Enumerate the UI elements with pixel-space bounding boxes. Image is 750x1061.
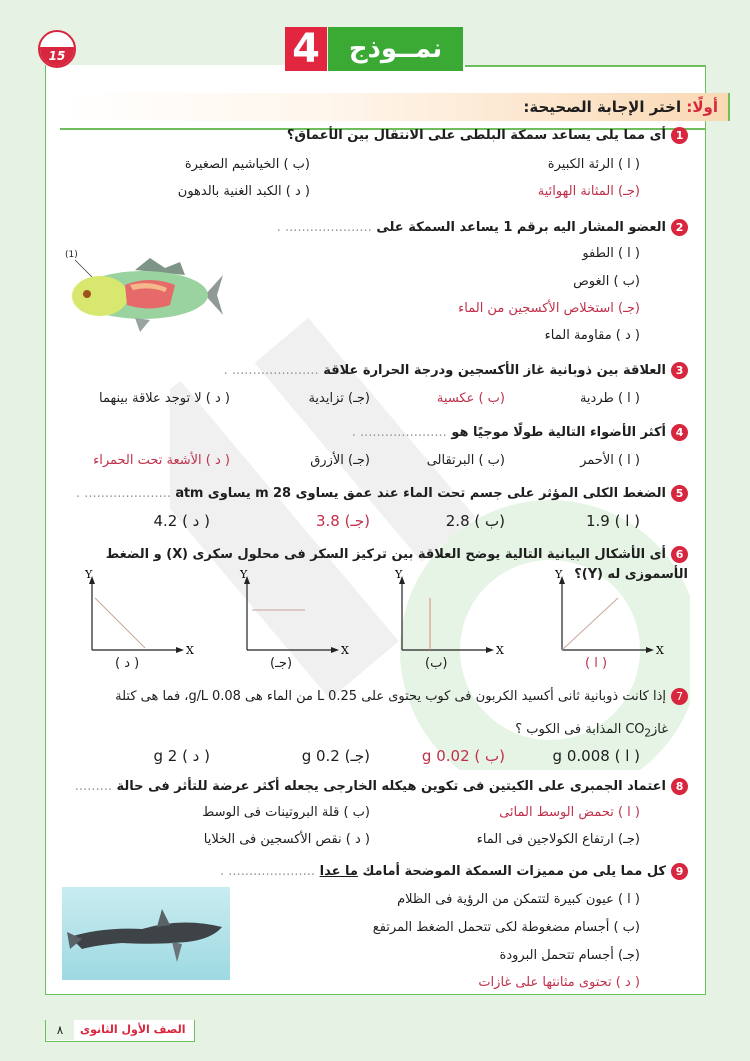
fish-anatomy-figure <box>55 250 230 335</box>
option-c-correct[interactable]: (جـ) 3.8 <box>316 512 370 530</box>
graph-label: ( ا ) <box>585 656 608 671</box>
except-emphasis: ما عدا <box>319 864 358 879</box>
deep-sea-fish-photo <box>62 887 230 980</box>
x-axis-arrow <box>486 647 494 653</box>
question-9 <box>220 862 688 882</box>
question-text: العلاقة بين ذوبانية غاز الأكسجين ودرجة الحرارة علاقة <box>323 363 666 378</box>
x-axis-label: X <box>186 644 194 657</box>
option-d[interactable]: ( د ) مقاومة الماء <box>544 328 640 343</box>
page-number: ٨ <box>46 1020 74 1040</box>
graph-label: ( د ) <box>115 656 140 671</box>
question-text-gas: غاز <box>650 722 668 737</box>
question-text-rest: المذابة فى الكوب ؟ <box>515 722 626 737</box>
model-number: 4 <box>285 27 327 71</box>
x-axis-arrow <box>646 647 654 653</box>
blank-dots: ..................... . <box>223 363 319 378</box>
option-b[interactable]: (ب ) 2.8 <box>445 512 505 530</box>
option-b[interactable]: (ب ) البرتقالى <box>426 453 505 468</box>
graph-option[interactable] <box>540 568 670 678</box>
x-axis-arrow <box>176 647 184 653</box>
question-number: 1 <box>671 127 688 144</box>
option-a[interactable]: ( ا ) عيون كبيرة لتتمكن من الرؤية فى الظلام <box>397 892 640 907</box>
question-1 <box>287 126 688 146</box>
question-number: 7 <box>671 688 688 705</box>
section-title: اختر الإجابة الصحيحة: <box>523 98 682 116</box>
option-c[interactable]: (جـ) ارتفاع الكولاجين فى الماء <box>476 832 640 847</box>
question-text: الضغط الكلى المؤثر على جسم تحت الماء عند عمق يساوى 28 m يساوى atm <box>175 486 666 501</box>
blank-dots: ..................... . <box>351 425 447 440</box>
x-axis-label: X <box>496 644 504 657</box>
question-text: أى مما يلى يساعد سمكة البلطى على الانتقال بين الأعماق؟ <box>286 128 666 143</box>
option-d[interactable]: ( د ) نقص الأكسجين فى الخلايا <box>203 832 370 847</box>
y-axis-label: Y <box>85 568 93 581</box>
option-b-correct[interactable]: (ب ) 0.02 g <box>421 747 505 765</box>
option-b[interactable]: (ب ) أجسام مضغوطة لكى تتحمل الضغط المرتفع <box>372 920 640 935</box>
question-number: 9 <box>671 863 688 880</box>
option-a[interactable]: ( ا ) طردية <box>579 391 640 406</box>
y-axis-label: Y <box>395 568 403 581</box>
fish-photo-illustration <box>62 887 230 980</box>
question-number: 8 <box>671 778 688 795</box>
graph-plot <box>70 568 200 658</box>
blank-dots: ..................... . <box>276 220 372 235</box>
formula-co: CO <box>625 722 645 737</box>
section-prefix: أولًا: <box>686 98 718 116</box>
graph-plot <box>540 568 670 658</box>
question-text-line1: إذا كانت ذوبانية ثانى أكسيد الكربون فى كوب يحتوى على 0.25 L من الماء هى 0.08 g/L، فما هى كتلة <box>115 689 666 704</box>
badge-number: 15 <box>40 47 74 66</box>
question-text: كل مما يلى من مميزات السمكة الموضحة أمامك <box>362 864 666 879</box>
question-number: 5 <box>671 485 688 502</box>
graph-line-increasing <box>562 598 618 650</box>
graph-option[interactable] <box>380 568 510 678</box>
option-a[interactable]: ( ا ) 0.008 g <box>552 747 640 765</box>
x-axis-label: X <box>656 644 664 657</box>
option-a[interactable]: ( ا ) 1.9 <box>585 512 640 530</box>
question-number: 4 <box>671 424 688 441</box>
option-c[interactable]: (جـ) تزايدية <box>308 391 370 406</box>
option-b-correct[interactable]: (ب ) عكسية <box>436 391 505 406</box>
question-7 <box>60 687 688 707</box>
option-c[interactable]: (جـ) 0.2 g <box>301 747 370 765</box>
question-4 <box>352 423 688 443</box>
question-text: أى الأشكال البيانية التالية يوضح العلاقة بين تركيز السكر فى محلول سكرى (X) و الضغط الأسموزى له (Y)؟ <box>105 547 688 582</box>
blank-dots: ......... <box>74 779 112 794</box>
formula-subscript: 2 <box>644 726 651 740</box>
question-number: 6 <box>671 546 688 563</box>
graph-line-decreasing <box>95 598 145 648</box>
option-d[interactable]: ( د ) 2 g <box>153 747 210 765</box>
option-c[interactable]: (جـ) أجسام تتحمل البرودة <box>499 948 640 963</box>
question-text: أكثر الأضواء التالية طولًا موجيًا هو <box>451 425 666 440</box>
y-axis-label: Y <box>555 568 563 581</box>
graph-label: (ب) <box>425 656 448 671</box>
y-axis-label: Y <box>240 568 248 581</box>
blank-dots: ..................... . <box>220 864 316 879</box>
graph-plot <box>380 568 510 658</box>
x-axis-label: X <box>341 644 349 657</box>
option-d-correct[interactable]: ( د ) الأشعة تحت الحمراء <box>93 453 230 468</box>
option-a-correct[interactable]: ( ا ) تحمض الوسط المائى <box>499 805 640 820</box>
option-a[interactable]: ( ا ) الأحمر <box>580 453 640 468</box>
graph-plot <box>225 568 355 658</box>
option-c-correct[interactable]: (جـ) استخلاص الأكسجين من الماء <box>458 301 640 316</box>
question-number: 2 <box>671 219 688 236</box>
option-a[interactable]: ( ا ) الرئة الكبيرة <box>547 157 640 172</box>
option-b[interactable]: (ب ) قلة البروتينات فى الوسط <box>202 805 370 820</box>
graph-option[interactable] <box>70 568 200 678</box>
question-2 <box>277 218 688 238</box>
blank-dots: ..................... . <box>75 486 171 501</box>
option-a[interactable]: ( ا ) الطفو <box>582 246 640 261</box>
figure-label: (1) <box>65 250 78 260</box>
question-8 <box>60 777 688 797</box>
option-b[interactable]: (ب ) الغوص <box>573 274 640 289</box>
option-d[interactable]: ( د ) لا توجد علاقة بينهما <box>99 391 230 406</box>
fish-illustration <box>55 250 230 335</box>
model-title: نمــوذج <box>328 27 463 71</box>
page-footer <box>45 1020 195 1042</box>
option-b[interactable]: (ب ) الخياشيم الصغيرة <box>184 157 310 172</box>
graph-label: (جـ) <box>270 656 293 671</box>
question-text: اعتماد الجمبرى على الكيتين فى تكوين هيكله الخارجى يجعله أكثر عرضة للتأثر فى حالة <box>116 779 666 794</box>
question-text: العضو المشار اليه برقم 1 يساعد السمكة على <box>376 220 666 235</box>
option-d-correct[interactable]: ( د ) تحتوى مثانتها على غازات <box>478 975 640 990</box>
question-number: 3 <box>671 362 688 379</box>
option-c-correct[interactable]: (جـ) المثانة الهوائية <box>537 184 640 199</box>
graph-option[interactable] <box>225 568 355 678</box>
x-axis-arrow <box>331 647 339 653</box>
chemical-formula <box>625 722 651 740</box>
grade-label: الصف الأول الثانوى <box>80 1023 186 1036</box>
question-5 <box>76 484 688 504</box>
option-d[interactable]: ( د ) الكبد الغنية بالدهون <box>177 184 310 199</box>
option-c[interactable]: (جـ) الأزرق <box>310 453 370 468</box>
question-3 <box>224 361 688 381</box>
question-7-line2 <box>515 720 668 744</box>
option-d[interactable]: ( د ) 4.2 <box>153 512 210 530</box>
